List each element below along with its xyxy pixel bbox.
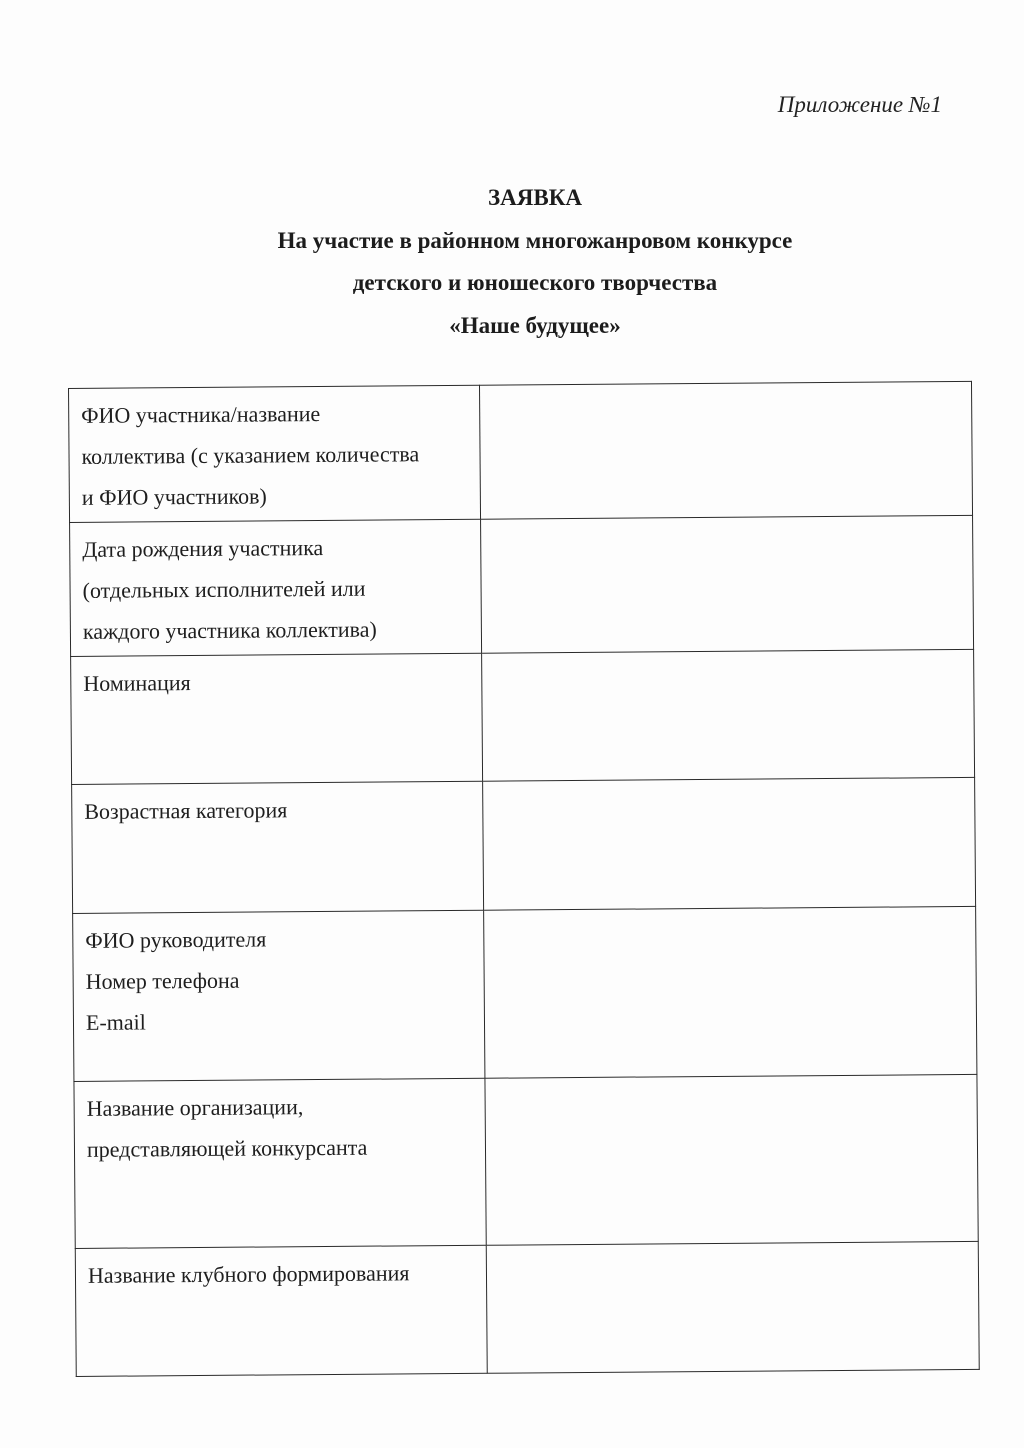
- club-formation-field[interactable]: [486, 1241, 979, 1373]
- form-title: ЗАЯВКА: [488, 185, 582, 210]
- form-subtitle-line-2: детского и юношеского творчества: [352, 270, 718, 295]
- table-row: [73, 906, 977, 1081]
- contest-name: «Наше будущее»: [449, 313, 621, 338]
- supervisor-contacts-field[interactable]: [484, 906, 977, 1078]
- age-category-field[interactable]: [483, 777, 976, 910]
- club-formation-label: Название клубного формирования: [75, 1245, 487, 1376]
- nomination-field[interactable]: [482, 649, 975, 781]
- birth-date-field[interactable]: [480, 515, 973, 653]
- organization-field[interactable]: [485, 1074, 978, 1245]
- form-subtitle-line-1: На участие в районном многожанровом конкурсе: [277, 228, 793, 253]
- nomination-label: Номинация: [71, 653, 483, 784]
- application-form-table: [68, 381, 980, 1377]
- age-category-label: Возрастная категория: [72, 781, 484, 913]
- participant-name-label: ФИО участника/название коллектива (с указанием количества и ФИО участников): [69, 385, 481, 522]
- table-row: [75, 1241, 979, 1376]
- organization-label: Название организации, представляющей конкурсанта: [74, 1078, 486, 1248]
- table-row: [70, 515, 974, 656]
- birth-date-label: Дата рождения участника (отдельных исполнителей или каждого участника коллектива): [70, 519, 482, 656]
- appendix-label: Приложение №1: [777, 92, 942, 117]
- participant-name-field[interactable]: [479, 381, 972, 519]
- table-row: [72, 777, 976, 913]
- table-row: [71, 649, 975, 784]
- table-row: [74, 1074, 978, 1248]
- table-row: [69, 381, 973, 522]
- supervisor-contacts-label: ФИО руководителя Номер телефона E-mail: [73, 910, 485, 1081]
